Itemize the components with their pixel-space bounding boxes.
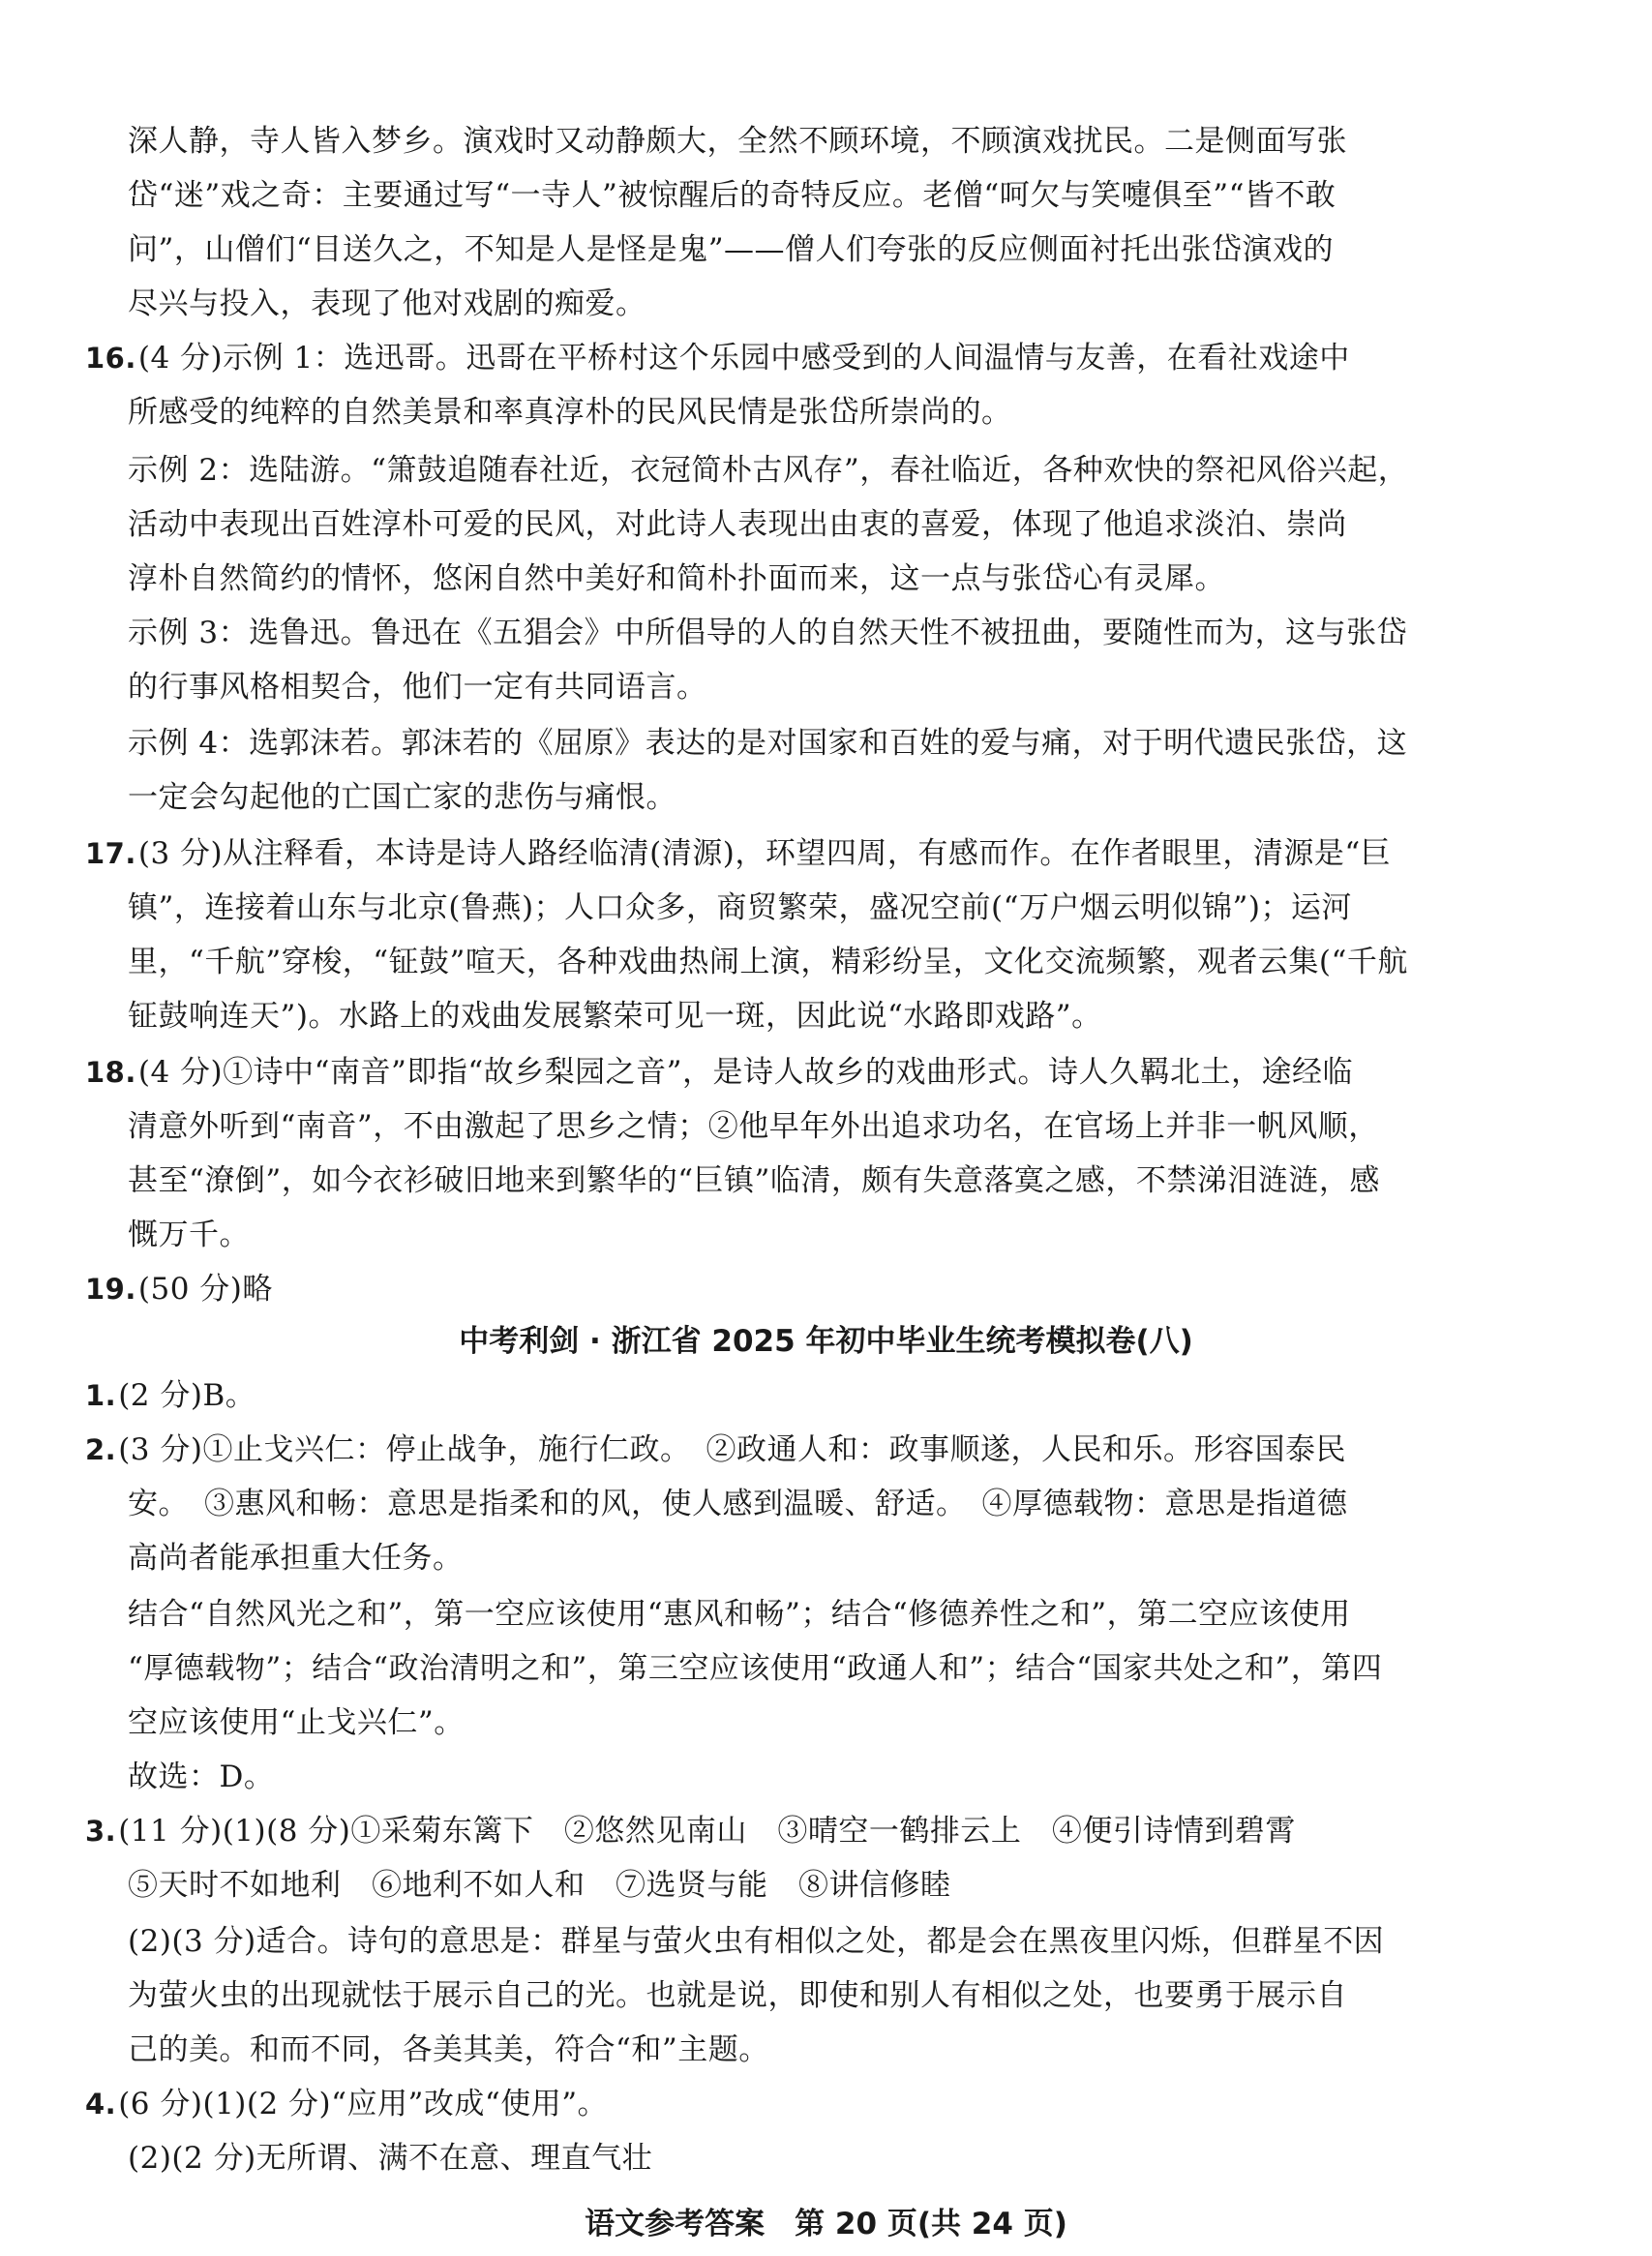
question-number: 19. <box>85 1273 136 1306</box>
question-number: 16. <box>85 342 136 375</box>
question-number: 1. <box>85 1379 117 1412</box>
answer-line: 的行事风格相契合，他们一定有共同语言。 <box>128 670 707 705</box>
answer-line: “厚德载物”；结合“政治清明之和”，第三空应该使用“政通人和”；结合“国家共处之和”，第四 <box>128 1651 1383 1686</box>
answer-line: 淳朴自然简约的情怀，悠闲自然中美好和简朴扑面而来，这一点与张岱心有灵犀。 <box>128 561 1225 596</box>
answer-line: 结合“自然风光之和”，第一空应该使用“惠风和畅”；结合“修德养性之和”，第二空应该使用 <box>128 1597 1351 1632</box>
question-number: 4. <box>85 2088 117 2121</box>
answer-line: 故选：D。 <box>128 1760 275 1794</box>
question-number: 2. <box>85 1433 117 1466</box>
answer-line: 1.(2 分)B。 <box>85 1378 256 1413</box>
answer-line: 为萤火虫的出现就怯于展示自己的光。也就是说，即使和别人有相似之处，也要勇于展示自 <box>128 1978 1347 2013</box>
answer-line: 3.(11 分)(1)(8 分)①采菊东篱下 ②悠然见南山 ③晴空一鹤排云上 ④便引诗情到碧霄 <box>85 1814 1296 1849</box>
answer-line: ⑤天时不如地利 ⑥地利不如人和 ⑦选贤与能 ⑧讲信修睦 <box>128 1868 951 1903</box>
answer-line: 18.(4 分)①诗中“南音”即指“故乡梨园之音”，是诗人故乡的戏曲形式。诗人久羁北土，途经临 <box>85 1055 1354 1090</box>
answer-line: 甚至“潦倒”，如今衣衫破旧地来到繁华的“巨镇”临清，颇有失意落寞之感，不禁涕泪涟涟，感 <box>128 1163 1380 1198</box>
question-number: 3. <box>85 1815 117 1848</box>
exam-title: 中考利剑 · 浙江省 2025 年初中毕业生统考模拟卷(八) <box>459 1324 1193 1359</box>
answer-line: 钲鼓响连天”)。水路上的戏曲发展繁荣可见一斑，因此说“水路即戏路”。 <box>128 999 1102 1034</box>
answer-line: (2)(3 分)适合。诗句的意思是：群星与萤火虫有相似之处，都是会在黑夜里闪烁，但群星不因 <box>128 1924 1385 1959</box>
answer-line: 19.(50 分)略 <box>85 1272 273 1307</box>
answer-line: 示例 3：选鲁迅。鲁迅在《五猖会》中所倡导的人的自然天性不被扭曲，要随性而为，这与张岱 <box>128 616 1408 650</box>
text-line: 岱“迷”戏之奇：主要通过写“一寺人”被惊醒后的奇特反应。老僧“呵欠与笑嚏俱至”“皆不敢 <box>128 178 1337 213</box>
answer-line: 己的美。和而不同，各美其美，符合“和”主题。 <box>128 2032 769 2067</box>
answer-line: 空应该使用“止戈兴仁”。 <box>128 1705 465 1740</box>
answer-line: 4.(6 分)(1)(2 分)“应用”改成“使用”。 <box>85 2087 609 2121</box>
answer-line: 16.(4 分)示例 1：选迅哥。迅哥在平桥村这个乐园中感受到的人间温情与友善，在看社戏途中 <box>85 341 1350 376</box>
answer-line: 里，“千航”穿梭，“钲鼓”喧天，各种戏曲热闹上演，精彩纷呈，文化交流频繁，观者云集(“千航 <box>128 945 1408 979</box>
answer-line: 活动中表现出百姓淳朴可爱的民风，对此诗人表现出由衷的喜爱，体现了他追求淡泊、崇尚 <box>128 507 1347 542</box>
answer-line: 示例 4：选郭沫若。郭沫若的《屈原》表达的是对国家和百姓的爱与痛，对于明代遗民张岱，这 <box>128 726 1408 761</box>
text-line: 尽兴与投入，表现了他对戏剧的痴爱。 <box>128 286 646 321</box>
answer-line: 清意外听到“南音”，不由激起了思乡之情；②他早年外出追求功名，在官场上并非一帆风顺， <box>128 1109 1379 1144</box>
text-line: 问”，山僧们“目送久之，不知是人是怪是鬼”——僧人们夸张的反应侧面衬托出张岱演戏的 <box>128 232 1335 267</box>
answer-line: 示例 2：选陆游。“箫鼓追随春社近，衣冠简朴古风存”，春社临近，各种欢快的祭祀风俗兴起， <box>128 453 1409 488</box>
answer-line: 慨万千。 <box>128 1218 250 1252</box>
answer-line: 2.(3 分)①止戈兴仁：停止战争，施行仁政。 ②政通人和：政事顺遂，人民和乐。形容国泰民 <box>85 1432 1346 1467</box>
answer-line: 17.(3 分)从注释看，本诗是诗人路经临清(清源)，环望四周，有感而作。在作者眼里，清源是“巨 <box>85 836 1392 871</box>
answer-line: 高尚者能承担重大任务。 <box>128 1541 464 1576</box>
text-line: 深人静，寺人皆入梦乡。演戏时又动静颇大，全然不顾环境，不顾演戏扰民。二是侧面写张 <box>128 124 1347 159</box>
answer-line: 镇”，连接着山东与北京(鲁燕)；人口众多，商贸繁荣，盛况空前(“万户烟云明似锦”)；运河 <box>128 890 1352 925</box>
question-number: 17. <box>85 837 136 870</box>
answer-line: (2)(2 分)无所谓、满不在意、理直气壮 <box>128 2141 653 2176</box>
answer-line: 一定会勾起他的亡国亡家的悲伤与痛恨。 <box>128 780 676 815</box>
question-number: 18. <box>85 1056 136 1089</box>
answer-line: 所感受的纯粹的自然美景和率真淳朴的民风民情是张岱所崇尚的。 <box>128 395 1012 430</box>
answer-line: 安。 ③惠风和畅：意思是指柔和的风，使人感到温暖、舒适。 ④厚德载物：意思是指道德 <box>128 1487 1348 1521</box>
page-footer: 语文参考答案 第 20 页(共 24 页) <box>585 2207 1067 2241</box>
